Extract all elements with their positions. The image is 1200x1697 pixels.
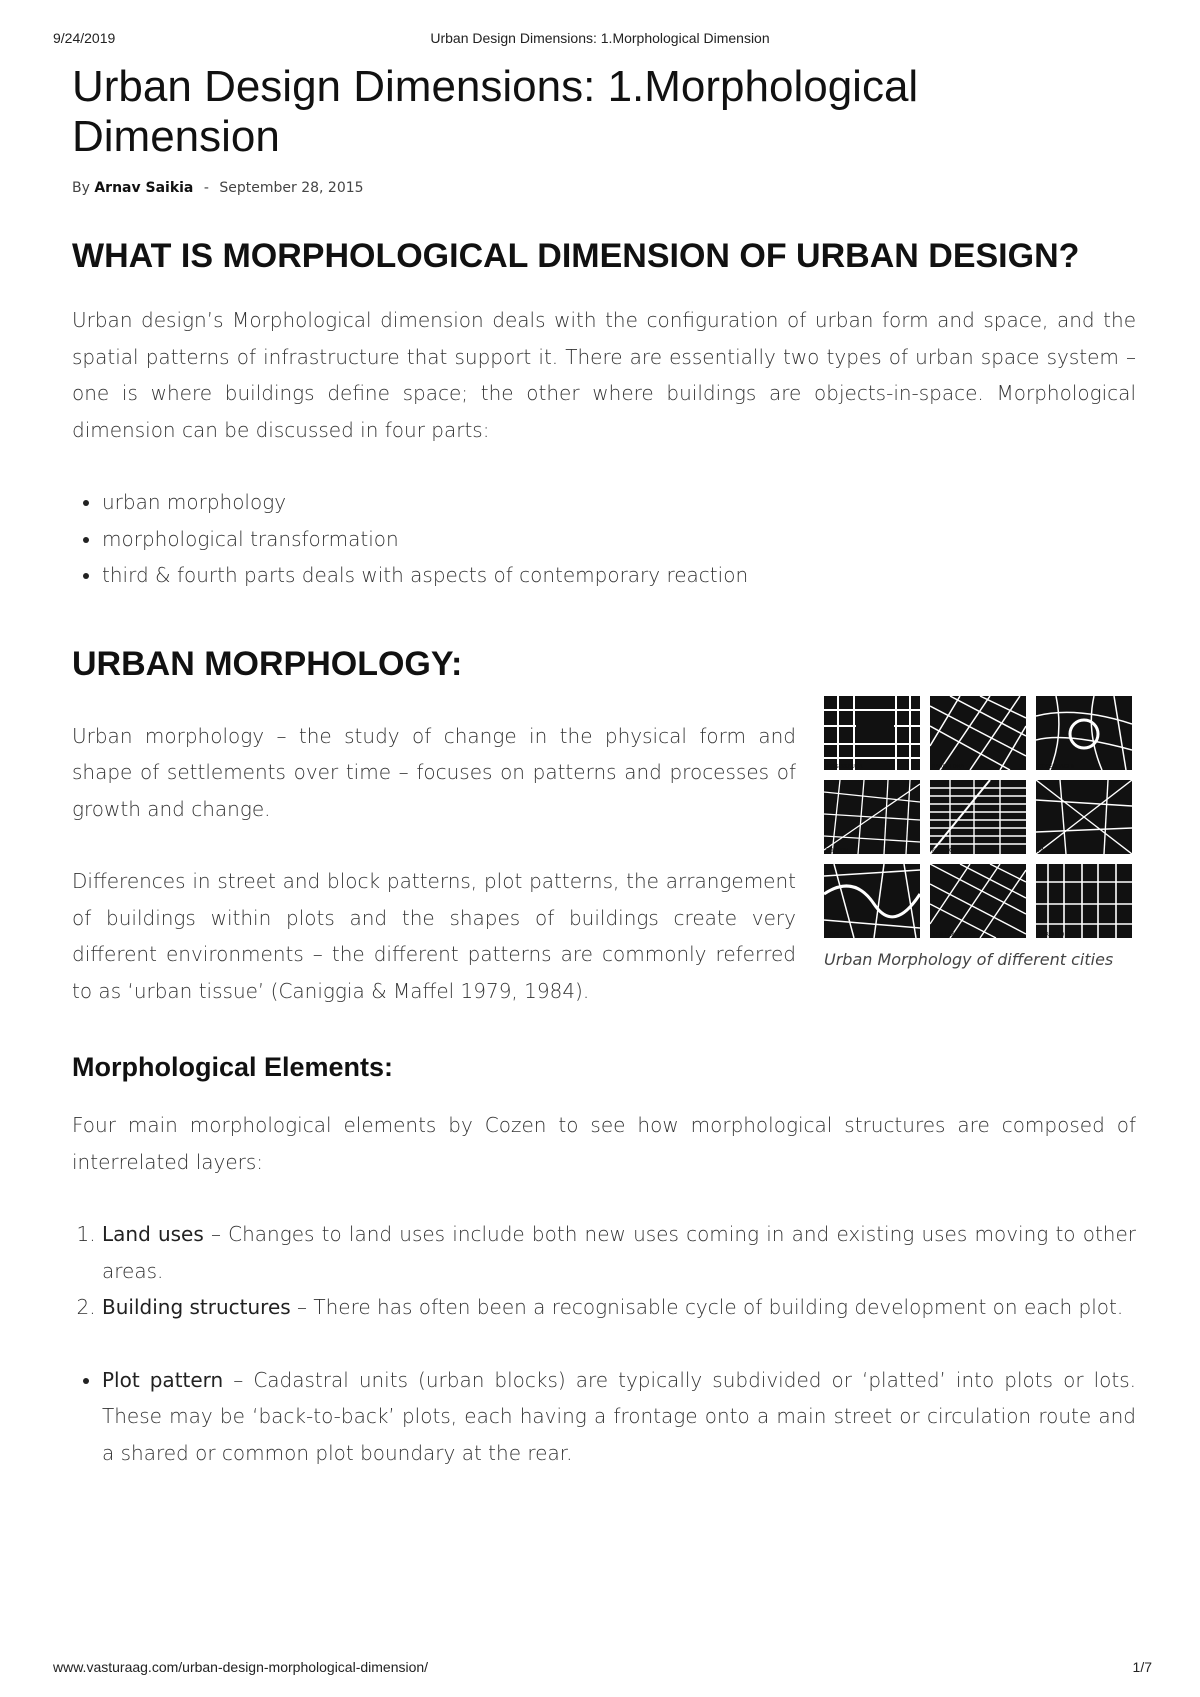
section-heading-urban-morphology: URBAN MORPHOLOGY:	[72, 644, 463, 683]
city-map-tile[interactable]	[1036, 696, 1132, 770]
tile-label: COPENHAGEN	[1038, 763, 1076, 770]
city-map-tile[interactable]	[930, 696, 1026, 770]
tile-label: SAN FRANCISCO	[932, 931, 976, 938]
elements-bulleted-list	[72, 1362, 1136, 1472]
elements-intro-paragraph: Four main morphological elements by Cozen to see how morphological structures are composed of interrelated layers:	[72, 1113, 1136, 1174]
list-item-term: Land uses	[102, 1222, 204, 1246]
page-title: Urban Design Dimensions: 1.Morphological Dimension	[72, 62, 919, 161]
elements-numbered-list	[72, 1216, 1136, 1326]
city-map-tile[interactable]	[824, 780, 920, 854]
list-item	[102, 1289, 1136, 1326]
morphology-figure	[824, 696, 1136, 969]
city-map-tile[interactable]	[1036, 864, 1132, 938]
list-item: • morphological transformation	[102, 521, 1136, 558]
intro-paragraph: Urban design’s Morphological dimension deals with the configuration of urban form and space, and the spatial patterns of infrastructure that support it. There are essentially two types of urban space system – one is where buildings define space; the other where buildings are objects-in-space. Morphological dimension can be discussed in four parts:	[72, 308, 1136, 442]
tile-label: TORONTO	[1038, 931, 1065, 938]
city-map-grid	[824, 696, 1136, 938]
list-item: • third & fourth parts deals with aspects of contemporary reaction	[102, 557, 1136, 594]
list-item: • urban morphology	[102, 484, 1136, 521]
urban-morphology-paragraph: Urban morphology – the study of change in the physical form and shape of settlements over time – focuses on patterns and processes of growth and change.	[72, 723, 796, 821]
page-number: 1/7	[1132, 1659, 1152, 1675]
city-map-tile[interactable]	[824, 864, 920, 938]
city-map-tile[interactable]	[1036, 780, 1132, 854]
tile-label: ROME	[826, 931, 842, 938]
list-item-text: – There has often been a recognisable cycle of building development on each plot.	[290, 1295, 1124, 1319]
tile-label: MISSISSAUGA	[826, 763, 863, 770]
tile-label: BARCELONA	[932, 763, 965, 770]
city-map-tile[interactable]	[930, 780, 1026, 854]
city-map-tile[interactable]	[930, 864, 1026, 938]
list-item	[102, 1362, 1136, 1472]
print-title: Urban Design Dimensions: 1.Morphological Dimension	[430, 30, 770, 46]
tile-label: PARIS	[1038, 847, 1054, 854]
article	[72, 62, 1136, 1471]
city-map-tile[interactable]	[824, 696, 920, 770]
list-item-text: – Changes to land uses include both new uses coming in and existing uses moving to other areas.	[102, 1222, 1136, 1283]
print-date: 9/24/2019	[53, 30, 116, 46]
section-heading-what-is: WHAT IS MORPHOLOGICAL DIMENSION OF URBAN DESIGN?	[72, 237, 1080, 275]
figure-caption: Urban Morphology of different cities	[824, 949, 1114, 969]
urban-tissue-paragraph: Differences in street and block patterns, plot patterns, the arrangement of buildings within plots and the shapes of buildings create very different environments – the different patterns are commonly referred to as ‘urban tissue’ (Caniggia & Maffel 1979, 1984).	[72, 869, 796, 1003]
byline	[72, 180, 1136, 196]
urban-morphology-block	[72, 718, 1136, 1010]
page-url: www.vasturaag.com/urban-design-morphological-dimension/	[53, 1659, 429, 1675]
list-item	[102, 1216, 1136, 1289]
post-date: September 28, 2015	[219, 180, 364, 196]
section-heading-morphological-elements: Morphological Elements:	[72, 1052, 394, 1082]
author-link[interactable]: Arnav Saikia	[94, 180, 194, 196]
parts-list	[72, 484, 1136, 594]
list-item-term: Building structures	[102, 1295, 291, 1319]
list-item-term: Plot pattern	[102, 1367, 224, 1392]
by-label: By	[72, 180, 90, 196]
list-item-text: – Cadastral units (urban blocks) are typically subdivided or ‘platted’ into plots or lots. These may be ‘back-to-back’ plots, each having a frontage onto a main street or circulation route and a shared or common plot boundary at the rear.	[102, 1367, 1136, 1465]
tile-label: NEW YORK	[932, 847, 961, 854]
tile-label: BOSTON	[826, 847, 849, 854]
byline-separator: -	[203, 180, 209, 196]
